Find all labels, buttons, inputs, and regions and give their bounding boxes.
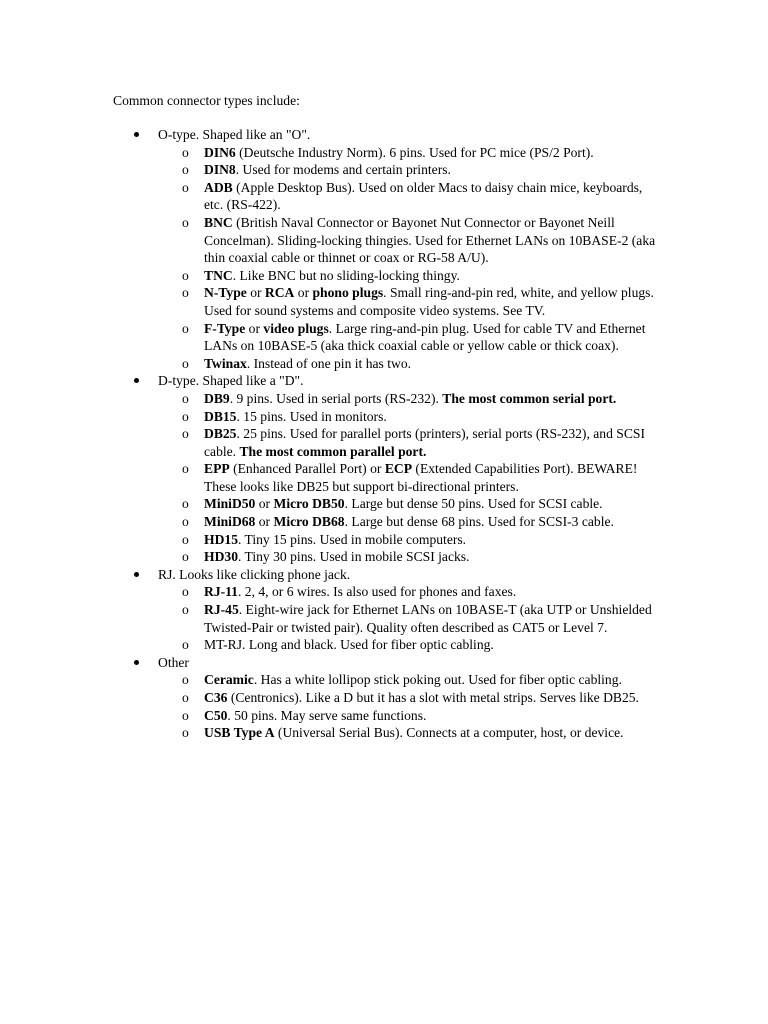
- connector-item: [182, 636, 658, 654]
- group-title: O-type. Shaped like an "O".: [158, 127, 311, 142]
- sub-bullet-icon: o: [182, 214, 189, 230]
- connector-term: ECP: [384, 461, 413, 477]
- sub-bullet-icon: o: [182, 390, 189, 406]
- connector-text: or: [246, 285, 265, 301]
- connector-text: or: [255, 514, 274, 530]
- sub-bullet-icon: o: [182, 672, 189, 688]
- connector-item: [182, 425, 658, 460]
- connector-text: . Eight-wire jack for Ethernet LANs on 10BASE-T (aka UTP or Unshielded Twisted-Pair or twisted pair). Quality often described as CAT5 or Level 7.: [204, 602, 652, 635]
- connector-text: . 50 pins. May serve same functions.: [227, 707, 427, 723]
- sub-bullet-icon: o: [182, 285, 189, 301]
- bullet-icon: [134, 132, 139, 137]
- bullet-icon: [134, 572, 139, 577]
- connector-term: RJ-11: [204, 584, 238, 600]
- sub-bullet-icon: o: [182, 162, 189, 178]
- connector-text: (Universal Serial Bus). Connects at a computer, host, or device.: [274, 725, 624, 741]
- connector-text: . 2, 4, or 6 wires. Is also used for phones and faxes.: [237, 584, 517, 600]
- connector-item: [182, 267, 658, 285]
- connector-group: [158, 654, 658, 742]
- connector-item: [182, 179, 658, 214]
- sub-bullet-icon: o: [182, 602, 189, 618]
- connector-text: (Deutsche Industry Norm). 6 pins. Used for PC mice (PS/2 Port).: [235, 144, 594, 160]
- connector-text: . Large ring-and-pin plug. Used for cable TV and Ethernet LANs on 10BASE-5 (aka thick coaxial cable or yellow cable or thick coax).: [204, 320, 646, 354]
- connector-term: DB15: [204, 408, 237, 424]
- connector-term: EPP: [204, 461, 230, 477]
- group-title: RJ. Looks like clicking phone jack.: [158, 566, 351, 582]
- sub-bullet-icon: o: [182, 179, 189, 195]
- connector-sublist: [158, 144, 658, 373]
- connector-item: [182, 390, 658, 408]
- sub-bullet-icon: o: [182, 531, 189, 547]
- connector-text: or: [294, 285, 313, 301]
- connector-text: . Large but dense 50 pins. Used for SCSI cable.: [344, 496, 603, 512]
- connector-item: [182, 408, 658, 426]
- sub-bullet-icon: o: [182, 320, 189, 336]
- connector-text: . Has a white lollipop stick poking out. Used for fiber optic cabling.: [253, 672, 622, 688]
- connector-text: (Centronics). Like a D but it has a slot with metal strips. Serves like DB25.: [227, 690, 639, 705]
- connector-term: Twinax: [204, 355, 247, 371]
- connector-term: The most common serial port.: [442, 390, 617, 406]
- connector-term: DB25: [204, 426, 237, 442]
- connector-text: or: [245, 320, 264, 336]
- sub-bullet-icon: o: [182, 496, 189, 512]
- sub-bullet-icon: o: [182, 144, 189, 160]
- connector-text: . Small ring-and-pin red, white, and yellow plugs. Used for sound systems and composite video systems. See TV.: [204, 285, 654, 318]
- sub-bullet-icon: o: [182, 408, 189, 424]
- connector-text: (Apple Desktop Bus). Used on older Macs to daisy chain mice, keyboards, etc. (RS-422).: [204, 179, 643, 213]
- connector-term: Ceramic: [204, 672, 254, 688]
- sub-bullet-icon: o: [182, 514, 189, 530]
- connector-term: MiniD50: [204, 496, 256, 512]
- connector-term: BNC: [204, 214, 233, 230]
- bullet-icon: [134, 660, 139, 665]
- connector-term: USB Type A: [204, 725, 275, 741]
- connector-text: . Like BNC but no sliding-locking thingy.: [232, 267, 460, 283]
- connector-sublist: [158, 390, 658, 566]
- connector-text: or: [255, 496, 274, 512]
- connector-item: [182, 724, 658, 742]
- intro-text: Common connector types include:: [113, 93, 300, 108]
- connector-text: . Tiny 30 pins. Used in mobile SCSI jacks.: [237, 549, 470, 565]
- connector-term: video plugs: [263, 320, 329, 336]
- connector-term: C50: [204, 707, 228, 723]
- sub-bullet-icon: o: [182, 549, 189, 565]
- connector-term: DIN6: [204, 144, 236, 160]
- connector-text: . Instead of one pin it has two.: [246, 355, 412, 371]
- connector-text: . Tiny 15 pins. Used in mobile computers.: [237, 531, 467, 547]
- connector-item: [182, 320, 658, 355]
- sub-bullet-icon: o: [182, 690, 189, 705]
- connector-term: HD30: [204, 549, 238, 565]
- connector-term: F-Type: [204, 320, 246, 336]
- sub-bullet-icon: o: [182, 267, 189, 283]
- connector-item: [182, 531, 658, 549]
- connector-type-list: [158, 126, 658, 742]
- connector-item: [182, 214, 658, 267]
- connector-text: . 15 pins. Used in monitors.: [236, 408, 387, 424]
- connector-item: [182, 689, 658, 707]
- connector-term: HD15: [204, 531, 238, 547]
- connector-item: [182, 144, 658, 162]
- connector-term: MiniD68: [204, 514, 256, 530]
- connector-sublist: [158, 583, 658, 653]
- connector-sublist: [158, 671, 658, 741]
- sub-bullet-icon: o: [182, 725, 189, 741]
- connector-text: (Enhanced Parallel Port) or: [229, 461, 385, 477]
- connector-item: [182, 548, 658, 566]
- connector-term: RCA: [264, 285, 295, 301]
- connector-text: These looks like DB25 but support bi-directional printers.: [204, 478, 519, 494]
- sub-bullet-icon: o: [182, 355, 189, 371]
- connector-text: . Used for modems and certain printers.: [235, 162, 451, 178]
- connector-item: [182, 284, 658, 319]
- connector-item: [182, 513, 658, 531]
- connector-item: [182, 355, 658, 373]
- connector-item: [182, 601, 658, 636]
- group-title: Other: [158, 654, 189, 670]
- connector-term: TNC: [204, 267, 233, 283]
- connector-item: [182, 460, 658, 495]
- connector-term: ADB: [204, 179, 233, 195]
- connector-term: Micro DB68: [273, 514, 345, 530]
- connector-text: MT-RJ. Long and black. Used for fiber optic cabling.: [204, 637, 494, 653]
- connector-item: [182, 583, 658, 601]
- connector-term: The most common parallel port.: [239, 443, 427, 459]
- connector-group: [158, 126, 658, 372]
- bullet-icon: [134, 378, 139, 383]
- connector-text: . 25 pins. Used for parallel ports (printers), serial ports (RS-232), and SCSI cable.: [204, 426, 645, 459]
- connector-text: (Extended Capabilities Port). BEWARE!: [412, 461, 638, 477]
- connector-term: N-Type: [204, 285, 247, 301]
- sub-bullet-icon: o: [182, 637, 189, 653]
- sub-bullet-icon: o: [182, 584, 189, 600]
- connector-item: [182, 671, 658, 689]
- connector-term: DB9: [204, 390, 230, 406]
- connector-term: C36: [204, 690, 228, 705]
- connector-text: (British Naval Connector or Bayonet Nut Connector or Bayonet Neill Concelman). Sliding-locking thingies. Used for Ethernet LANs on 10BASE-2 (aka thin coaxial cable or thinnet or coax or RG-58 A/U).: [204, 214, 656, 266]
- connector-item: [182, 161, 658, 179]
- connector-item: [182, 495, 658, 513]
- sub-bullet-icon: o: [182, 426, 189, 442]
- connector-group: [158, 566, 658, 654]
- connector-text: . 9 pins. Used in serial ports (RS-232).: [229, 390, 443, 406]
- connector-group: [158, 372, 658, 566]
- connector-text: . Large but dense 68 pins. Used for SCSI-3 cable.: [344, 514, 614, 530]
- sub-bullet-icon: o: [182, 707, 189, 723]
- connector-term: RJ-45: [204, 602, 239, 618]
- connector-term: phono plugs: [312, 285, 384, 301]
- connector-term: DIN8: [204, 162, 236, 178]
- connector-term: Micro DB50: [273, 496, 345, 512]
- sub-bullet-icon: o: [182, 461, 189, 477]
- connector-item: [182, 707, 658, 725]
- group-title: D-type. Shaped like a "D".: [158, 373, 304, 389]
